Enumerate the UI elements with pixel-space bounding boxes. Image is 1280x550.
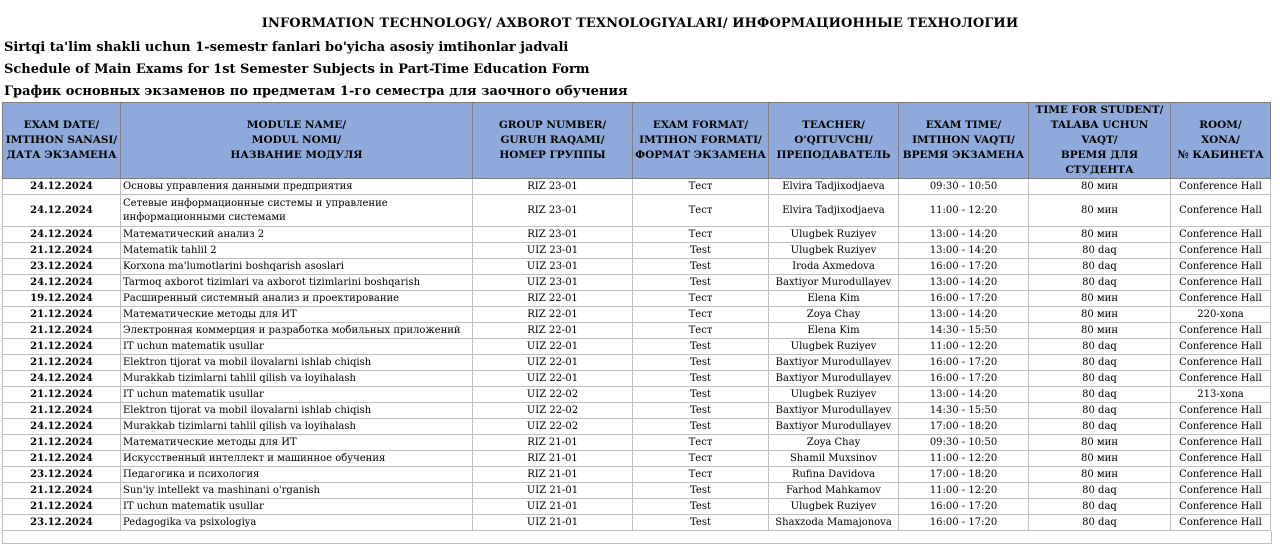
exam-date-cell: 24.12.2024 bbox=[3, 371, 121, 387]
group-number-cell: UIZ 21-01 bbox=[473, 515, 633, 531]
table-row bbox=[3, 515, 1271, 531]
student-time-cell: 80 daq bbox=[1029, 339, 1171, 355]
exam-date-cell: 23.12.2024 bbox=[3, 467, 121, 483]
exam-time-cell: 16:00 - 17:20 bbox=[899, 371, 1029, 387]
student-time-cell: 80 daq bbox=[1029, 259, 1171, 275]
room-cell: Conference Hall bbox=[1171, 179, 1271, 195]
header-line: IMTIHON FORMATI/ bbox=[639, 134, 762, 146]
exam-format-cell: Тест bbox=[633, 291, 769, 307]
group-number-cell: RIZ 23-01 bbox=[473, 195, 633, 227]
teacher-cell: Elvira Tadjixodjaeva bbox=[769, 195, 899, 227]
group-number-header bbox=[473, 103, 633, 179]
header-line: ВРЕМЯ ЭКЗАМЕНА bbox=[902, 149, 1025, 161]
student-time-cell: 80 мин bbox=[1029, 179, 1171, 195]
header-line: ВРЕМЯ ДЛЯ СТУДЕНТА bbox=[1060, 149, 1139, 176]
table-row bbox=[3, 179, 1271, 195]
teacher-cell: Ulugbek Ruziyev bbox=[769, 387, 899, 403]
exam-date-cell: 24.12.2024 bbox=[3, 179, 121, 195]
header-line: ФОРМАТ ЭКЗАМЕНА bbox=[635, 149, 766, 161]
group-number-cell: UIZ 21-01 bbox=[473, 499, 633, 515]
exam-time-cell: 16:00 - 17:20 bbox=[899, 355, 1029, 371]
group-number-cell: UIZ 21-01 bbox=[473, 483, 633, 499]
exam-date-cell: 21.12.2024 bbox=[3, 243, 121, 259]
exam-format-cell: Тест bbox=[633, 435, 769, 451]
room-cell: Conference Hall bbox=[1171, 467, 1271, 483]
exam-time-cell: 11:00 - 12:20 bbox=[899, 483, 1029, 499]
teacher-cell: Baxtiyor Murodullayev bbox=[769, 403, 899, 419]
table-row bbox=[3, 387, 1271, 403]
exam-format-cell: Test bbox=[633, 515, 769, 531]
teacher-cell: Elena Kim bbox=[769, 291, 899, 307]
module-name-cell: IT uchun matematik usullar bbox=[121, 387, 473, 403]
module-name-cell: Tarmoq axborot tizimlari va axborot tizimlarini boshqarish bbox=[121, 275, 473, 291]
student-time-cell: 80 мин bbox=[1029, 195, 1171, 227]
teacher-cell: Baxtiyor Murodullayev bbox=[769, 355, 899, 371]
exam-time-header bbox=[899, 103, 1029, 179]
teacher-cell: Elvira Tadjixodjaeva bbox=[769, 179, 899, 195]
table-row bbox=[3, 291, 1271, 307]
header-line: НОМЕР ГРУППЫ bbox=[499, 149, 606, 161]
exam-format-cell: Test bbox=[633, 243, 769, 259]
module-name-cell: Электронная коммерция и разработка мобильных приложений bbox=[121, 323, 473, 339]
exam-format-cell: Тест bbox=[633, 307, 769, 323]
exam-time-cell: 16:00 - 17:20 bbox=[899, 499, 1029, 515]
exam-date-cell: 21.12.2024 bbox=[3, 451, 121, 467]
exam-format-header bbox=[633, 103, 769, 179]
module-name-header bbox=[121, 103, 473, 179]
table-row bbox=[3, 339, 1271, 355]
header-line: TIME FOR STUDENT/ bbox=[1035, 104, 1164, 116]
exam-format-cell: Тест bbox=[633, 323, 769, 339]
student-time-cell: 80 мин bbox=[1029, 435, 1171, 451]
exam-format-cell: Test bbox=[633, 419, 769, 435]
exam-date-cell: 19.12.2024 bbox=[3, 291, 121, 307]
module-name-cell: Педагогика и психология bbox=[121, 467, 473, 483]
table-row bbox=[3, 467, 1271, 483]
teacher-cell: Ulugbek Ruziyev bbox=[769, 499, 899, 515]
header-line: TEACHER/ bbox=[802, 119, 865, 131]
time-for-student-header bbox=[1029, 103, 1171, 179]
exam-date-cell: 21.12.2024 bbox=[3, 339, 121, 355]
student-time-cell: 80 daq bbox=[1029, 499, 1171, 515]
exam-date-cell: 21.12.2024 bbox=[3, 435, 121, 451]
room-cell: Conference Hall bbox=[1171, 515, 1271, 531]
table-bottom-empty-row bbox=[2, 531, 1272, 544]
exam-time-cell: 11:00 - 12:20 bbox=[899, 451, 1029, 467]
table-row bbox=[3, 243, 1271, 259]
header-line: ROOM/ bbox=[1199, 119, 1242, 131]
group-number-cell: UIZ 23-01 bbox=[473, 243, 633, 259]
teacher-cell: Elena Kim bbox=[769, 323, 899, 339]
module-name-cell: Расширенный системный анализ и проектирование bbox=[121, 291, 473, 307]
group-number-cell: RIZ 21-01 bbox=[473, 451, 633, 467]
header-line: GROUP NUMBER/ bbox=[498, 119, 607, 131]
room-header bbox=[1171, 103, 1271, 179]
student-time-cell: 80 мин bbox=[1029, 307, 1171, 323]
exam-time-cell: 17:00 - 18:20 bbox=[899, 419, 1029, 435]
table-row bbox=[3, 259, 1271, 275]
module-name-cell: Математические методы для ИТ bbox=[121, 435, 473, 451]
subtitle-russian: График основных экзаменов по предметам 1-го семестра для заочного обучения bbox=[4, 84, 628, 99]
student-time-cell: 80 daq bbox=[1029, 515, 1171, 531]
module-name-cell: Математические методы для ИТ bbox=[121, 307, 473, 323]
exam-date-cell: 23.12.2024 bbox=[3, 259, 121, 275]
header-line: IMTIHON SANASI/ bbox=[5, 134, 118, 146]
student-time-cell: 80 мин bbox=[1029, 323, 1171, 339]
exam-date-cell: 21.12.2024 bbox=[3, 403, 121, 419]
room-cell: Conference Hall bbox=[1171, 403, 1271, 419]
group-number-cell: UIZ 22-02 bbox=[473, 419, 633, 435]
room-cell: Conference Hall bbox=[1171, 371, 1271, 387]
module-name-cell: Sun'iy intellekt va mashinani o'rganish bbox=[121, 483, 473, 499]
exam-format-cell: Тест bbox=[633, 467, 769, 483]
header-line: НАЗВАНИЕ МОДУЛЯ bbox=[230, 149, 363, 161]
student-time-cell: 80 мин bbox=[1029, 291, 1171, 307]
exam-time-cell: 14:30 - 15:50 bbox=[899, 323, 1029, 339]
teacher-cell: Rufina Davidova bbox=[769, 467, 899, 483]
module-name-cell: Murakkab tizimlarni tahlil qilish va loyihalash bbox=[121, 419, 473, 435]
exam-format-cell: Test bbox=[633, 339, 769, 355]
exam-format-cell: Test bbox=[633, 499, 769, 515]
module-name-cell: Murakkab tizimlarni tahlil qilish va loyihalash bbox=[121, 371, 473, 387]
room-cell: Conference Hall bbox=[1171, 259, 1271, 275]
room-cell: Conference Hall bbox=[1171, 227, 1271, 243]
header-line: MODUL NOMI/ bbox=[251, 134, 342, 146]
group-number-cell: RIZ 22-01 bbox=[473, 307, 633, 323]
exam-date-header bbox=[3, 103, 121, 179]
student-time-cell: 80 мин bbox=[1029, 451, 1171, 467]
group-number-cell: RIZ 22-01 bbox=[473, 291, 633, 307]
table-row bbox=[3, 227, 1271, 243]
module-name-cell: Pedagogika va psixologiya bbox=[121, 515, 473, 531]
group-number-cell: UIZ 22-02 bbox=[473, 387, 633, 403]
teacher-cell: Ulugbek Ruziyev bbox=[769, 339, 899, 355]
exam-date-cell: 24.12.2024 bbox=[3, 195, 121, 227]
header-line: ПРЕПОДАВАТЕЛЬ bbox=[776, 149, 891, 161]
student-time-cell: 80 daq bbox=[1029, 275, 1171, 291]
header-line: TALABA UCHUN VAQT/ bbox=[1050, 119, 1149, 146]
room-cell: Conference Hall bbox=[1171, 275, 1271, 291]
exam-format-cell: Test bbox=[633, 403, 769, 419]
exam-time-cell: 16:00 - 17:20 bbox=[899, 259, 1029, 275]
teacher-cell: Baxtiyor Murodullayev bbox=[769, 419, 899, 435]
room-cell: 220-xona bbox=[1171, 307, 1271, 323]
subtitle-uzbek: Sirtqi ta'lim shakli uchun 1-semestr fanlari bo'yicha asosiy imtihonlar jadvali bbox=[4, 40, 569, 55]
room-cell: Conference Hall bbox=[1171, 323, 1271, 339]
exam-time-cell: 13:00 - 14:20 bbox=[899, 387, 1029, 403]
exam-format-cell: Test bbox=[633, 355, 769, 371]
table-row bbox=[3, 323, 1271, 339]
room-cell: 213-xona bbox=[1171, 387, 1271, 403]
exam-format-cell: Test bbox=[633, 483, 769, 499]
room-cell: Conference Hall bbox=[1171, 499, 1271, 515]
exam-date-cell: 21.12.2024 bbox=[3, 483, 121, 499]
room-cell: Conference Hall bbox=[1171, 243, 1271, 259]
exam-format-cell: Test bbox=[633, 259, 769, 275]
exam-date-cell: 23.12.2024 bbox=[3, 515, 121, 531]
table-row bbox=[3, 483, 1271, 499]
exam-time-cell: 13:00 - 14:20 bbox=[899, 243, 1029, 259]
header-line: EXAM DATE/ bbox=[23, 119, 100, 131]
teacher-header bbox=[769, 103, 899, 179]
module-name-cell: IT uchun matematik usullar bbox=[121, 339, 473, 355]
table-row bbox=[3, 275, 1271, 291]
exam-time-cell: 13:00 - 14:20 bbox=[899, 307, 1029, 323]
module-name-cell: Korxona ma'lumotlarini boshqarish asoslari bbox=[121, 259, 473, 275]
student-time-cell: 80 daq bbox=[1029, 243, 1171, 259]
exam-date-cell: 24.12.2024 bbox=[3, 275, 121, 291]
group-number-cell: UIZ 22-01 bbox=[473, 339, 633, 355]
table-row bbox=[3, 499, 1271, 515]
group-number-cell: RIZ 21-01 bbox=[473, 467, 633, 483]
exam-date-cell: 21.12.2024 bbox=[3, 499, 121, 515]
table-row bbox=[3, 195, 1271, 227]
header-line: № КАБИНЕТА bbox=[1177, 149, 1264, 161]
exam-date-cell: 21.12.2024 bbox=[3, 355, 121, 371]
group-number-cell: RIZ 23-01 bbox=[473, 179, 633, 195]
exam-time-cell: 13:00 - 14:20 bbox=[899, 275, 1029, 291]
module-name-cell: Искусственный интеллект и машинное обучения bbox=[121, 451, 473, 467]
module-name-cell: Elektron tijorat va mobil ilovalarni ishlab chiqish bbox=[121, 403, 473, 419]
exam-time-cell: 09:30 - 10:50 bbox=[899, 179, 1029, 195]
exam-time-cell: 17:00 - 18:20 bbox=[899, 467, 1029, 483]
student-time-cell: 80 мин bbox=[1029, 227, 1171, 243]
room-cell: Conference Hall bbox=[1171, 483, 1271, 499]
exam-time-cell: 16:00 - 17:20 bbox=[899, 515, 1029, 531]
module-name-cell: Elektron tijorat va mobil ilovalarni ishlab chiqish bbox=[121, 355, 473, 371]
exam-schedule-table bbox=[2, 102, 1271, 531]
module-name-cell: IT uchun matematik usullar bbox=[121, 499, 473, 515]
group-number-cell: UIZ 22-01 bbox=[473, 355, 633, 371]
group-number-cell: UIZ 23-01 bbox=[473, 275, 633, 291]
teacher-cell: Iroda Axmedova bbox=[769, 259, 899, 275]
exam-date-cell: 24.12.2024 bbox=[3, 419, 121, 435]
header-line: MODULE NAME/ bbox=[246, 119, 347, 131]
exam-date-cell: 24.12.2024 bbox=[3, 227, 121, 243]
table-row bbox=[3, 403, 1271, 419]
exam-time-cell: 11:00 - 12:20 bbox=[899, 339, 1029, 355]
teacher-cell: Shaxzoda Mamajonova bbox=[769, 515, 899, 531]
header-row bbox=[3, 103, 1271, 179]
exam-date-cell: 21.12.2024 bbox=[3, 307, 121, 323]
group-number-cell: UIZ 23-01 bbox=[473, 259, 633, 275]
student-time-cell: 80 daq bbox=[1029, 403, 1171, 419]
teacher-cell: Zoya Chay bbox=[769, 435, 899, 451]
group-number-cell: UIZ 22-01 bbox=[473, 371, 633, 387]
exam-format-cell: Test bbox=[633, 371, 769, 387]
room-cell: Conference Hall bbox=[1171, 451, 1271, 467]
table-row bbox=[3, 307, 1271, 323]
header-line: ДАТА ЭКЗАМЕНА bbox=[6, 149, 117, 161]
room-cell: Conference Hall bbox=[1171, 419, 1271, 435]
student-time-cell: 80 daq bbox=[1029, 419, 1171, 435]
student-time-cell: 80 daq bbox=[1029, 387, 1171, 403]
room-cell: Conference Hall bbox=[1171, 195, 1271, 227]
exam-date-cell: 21.12.2024 bbox=[3, 387, 121, 403]
exam-time-cell: 13:00 - 14:20 bbox=[899, 227, 1029, 243]
exam-time-cell: 09:30 - 10:50 bbox=[899, 435, 1029, 451]
room-cell: Conference Hall bbox=[1171, 435, 1271, 451]
group-number-cell: RIZ 23-01 bbox=[473, 227, 633, 243]
teacher-cell: Shamil Muxsinov bbox=[769, 451, 899, 467]
module-name-cell: Matematik tahlil 2 bbox=[121, 243, 473, 259]
subtitle-english: Schedule of Main Exams for 1st Semester Subjects in Part-Time Education Form bbox=[4, 62, 590, 77]
table-body bbox=[3, 179, 1271, 531]
exam-format-cell: Тест bbox=[633, 451, 769, 467]
group-number-cell: RIZ 21-01 bbox=[473, 435, 633, 451]
table-row bbox=[3, 435, 1271, 451]
module-name-cell: Основы управления данными предприятия bbox=[121, 179, 473, 195]
exam-format-cell: Тест bbox=[633, 227, 769, 243]
teacher-cell: Ulugbek Ruziyev bbox=[769, 243, 899, 259]
exam-format-cell: Test bbox=[633, 387, 769, 403]
module-name-cell: Сетевые информационные системы и управление информационными системами bbox=[121, 195, 473, 227]
exam-date-cell: 21.12.2024 bbox=[3, 323, 121, 339]
student-time-cell: 80 daq bbox=[1029, 483, 1171, 499]
room-cell: Conference Hall bbox=[1171, 291, 1271, 307]
group-number-cell: RIZ 22-01 bbox=[473, 323, 633, 339]
table-row bbox=[3, 451, 1271, 467]
exam-time-cell: 14:30 - 15:50 bbox=[899, 403, 1029, 419]
group-number-cell: UIZ 22-02 bbox=[473, 403, 633, 419]
header-line: O'QITUVCHI/ bbox=[794, 134, 873, 146]
teacher-cell: Ulugbek Ruziyev bbox=[769, 227, 899, 243]
student-time-cell: 80 daq bbox=[1029, 371, 1171, 387]
header-line: GURUH RAQAMI/ bbox=[500, 134, 605, 146]
header-line: EXAM TIME/ bbox=[925, 119, 1002, 131]
table-row bbox=[3, 371, 1271, 387]
exam-format-cell: Test bbox=[633, 275, 769, 291]
table-row bbox=[3, 419, 1271, 435]
teacher-cell: Baxtiyor Murodullayev bbox=[769, 275, 899, 291]
teacher-cell: Zoya Chay bbox=[769, 307, 899, 323]
header-line: XONA/ bbox=[1201, 134, 1240, 146]
student-time-cell: 80 daq bbox=[1029, 355, 1171, 371]
exam-format-cell: Тест bbox=[633, 179, 769, 195]
room-cell: Conference Hall bbox=[1171, 355, 1271, 371]
student-time-cell: 80 мин bbox=[1029, 467, 1171, 483]
table-row bbox=[3, 355, 1271, 371]
exam-time-cell: 16:00 - 17:20 bbox=[899, 291, 1029, 307]
exam-format-cell: Тест bbox=[633, 195, 769, 227]
page-title: INFORMATION TECHNOLOGY/ AXBOROT TEXNOLOGIYALARI/ ИНФОРМАЦИОННЫЕ ТЕХНОЛОГИИ bbox=[261, 16, 1019, 31]
header-line: EXAM FORMAT/ bbox=[652, 119, 749, 131]
teacher-cell: Baxtiyor Murodullayev bbox=[769, 371, 899, 387]
module-name-cell: Математический анализ 2 bbox=[121, 227, 473, 243]
exam-time-cell: 11:00 - 12:20 bbox=[899, 195, 1029, 227]
header-line: IMTIHON VAQTI/ bbox=[912, 134, 1015, 146]
teacher-cell: Farhod Mahkamov bbox=[769, 483, 899, 499]
room-cell: Conference Hall bbox=[1171, 339, 1271, 355]
